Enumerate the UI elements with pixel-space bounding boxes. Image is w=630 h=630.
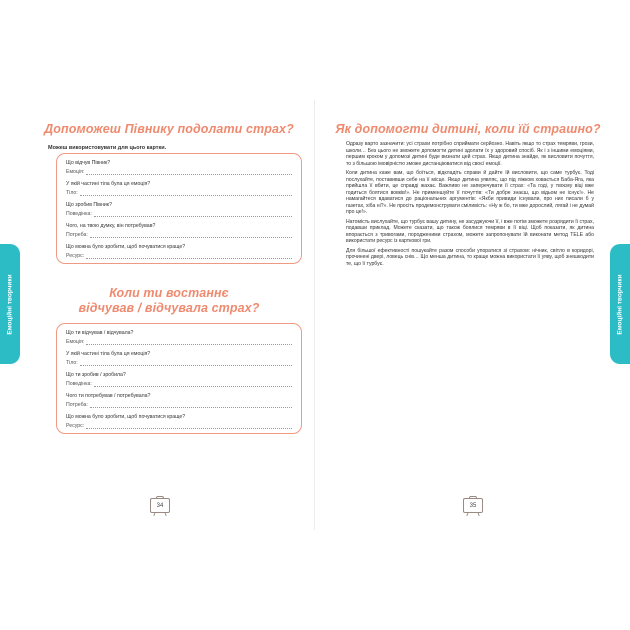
answer-line [94,382,292,387]
card-answer-label: Поведінка: [66,211,92,218]
card-answer-label: Тіло: [66,190,78,197]
card-question: Чого ти потребував / потребувала? [66,392,151,399]
card-question: Що ти відчував / відчувала? [66,330,134,336]
card-answer-row [66,190,292,196]
left-heading-2-line-2: відчував / відчувала страх? [78,301,260,315]
card-answer-row [66,381,292,387]
left-heading-2 [24,286,314,316]
answer-line [80,361,292,366]
card-answer-label: Ресурс: [66,252,85,259]
book-spine [314,100,315,530]
card-question: Чого, на твою думку, він потребував? [66,222,156,229]
card-answer-label: Поведінка: [66,381,92,388]
card-answer-row [66,232,292,238]
card-question: Що відчув Півник? [66,160,111,166]
card-question: Що зробив Півник? [66,201,112,208]
card-answer-label: Тіло: [66,360,78,367]
left-heading-1: Допоможеш Півнику подолати страх? [44,122,294,136]
card-answer-row [66,402,292,408]
card-question: Що можна було зробити, щоб почуватися краще? [66,413,186,420]
left-heading-2-line-1: Коли ти востаннє [109,286,229,300]
right-page [318,108,608,518]
card-answer-label: Ресурс: [66,422,85,429]
article-paragraph: Коли дитина каже вам, що боїться, відкладіть справи й дайте їй висловити, що саме турбує. Тоді послухайте, поставивши себе на її місце. Якщо дитина уявляє, що під ліжком ховається Баба-Яга, яка прийшла її вбити, це справді жахає. Важливо не заперечувати її страх: «Та годі, у твоєму віці вже годиться боятися вовків!». Не применшуйте її почуттів: «Ти добре знаєш, що відьом не існує!». Не намагайтеся вдаватися до раціональних аргументів: «Якби привиди існували, про них писали б у газетах, хіба ні?». Не просіть продемонструвати сміливість: «Ну ж бо, ти вже дорослий, лягай і не думай про це!». [346,170,594,215]
chapter-tab-left [0,244,20,364]
card-answer-label: Потреба: [66,232,88,239]
card-answer-row [66,211,292,217]
answer-line [90,403,292,408]
chapter-tab-label: Емоційні творчики [616,273,624,335]
card-question: У якій частині тіла була ця емоція? [66,350,151,357]
card-question: Що можна було зробити, щоб почуватися краще? [66,243,186,250]
right-heading: Як допомогти дитині, коли їй страшно? [335,122,601,136]
answer-line [80,191,292,196]
left-page [24,108,314,518]
page-number-text: 34 [156,502,164,509]
chapter-tab-label: Емоційні творчики [6,273,14,335]
card-answer-row [66,360,292,366]
card-answer-label: Емоція: [66,169,85,176]
card-answer-row [66,169,292,175]
page-number-right [463,498,483,513]
answer-line [86,170,292,175]
card-question: У якій частині тіла була ця емоція? [66,180,151,187]
worksheet-card-1 [56,153,302,264]
page-number-text: 35 [469,502,477,509]
article-paragraph: Одразу варто зазначити: усі страхи потрібно сприймати серйозно. Навіть якщо то страх темряви, грози, школи… Без цього не зможете допомогти дитині здолати їх у здоровий спосіб. Як і з іншими емоціями, першим кроком у допомозі дитині буде визнати цей страх. Якщо дитина знайде, як висловити почуття, то з більшою імовірністю зможе дистанціюватися від своєї емоції. [346,141,594,167]
card-answer-row [66,423,292,429]
worksheet-card-2 [56,323,302,434]
article-paragraph: Для більшої ефективності пошукайте разом способи упоратися зі страхом: нічник, світло в коридорі, прочинені двері, ловець снів… Що менша дитина, то краще можна використати її уяву, щоб знешкодити те, що її турбує. [346,247,594,267]
answer-line [94,212,292,217]
article-paragraph: Натомість вислухайте, що турбує вашу дитину, не засуджуючи її, і вже потім зможете розрядити її страх, подавши приклад. Можете сказати, що також боялися темряви в її віці. Щоб показати, як дитина впорається з тривогами, породженими страхом, можете запропонувати їй виконати метод TELE або використати ресурс із карткової гри. [346,218,594,244]
answer-line [86,254,292,259]
card-answer-row [66,339,292,345]
card-question: Що ти зробив / зробила? [66,371,126,378]
card-answer-label: Емоція: [66,339,85,346]
article-body [346,141,594,270]
page-number-left [150,498,170,513]
answer-line [90,233,292,238]
chapter-tab-right [610,244,630,364]
answer-line [86,340,292,345]
card-note: Можеш використовувати для цього картки. [48,145,167,151]
answer-line [86,424,292,429]
card-answer-row [66,253,292,259]
card-answer-label: Потреба: [66,402,88,409]
